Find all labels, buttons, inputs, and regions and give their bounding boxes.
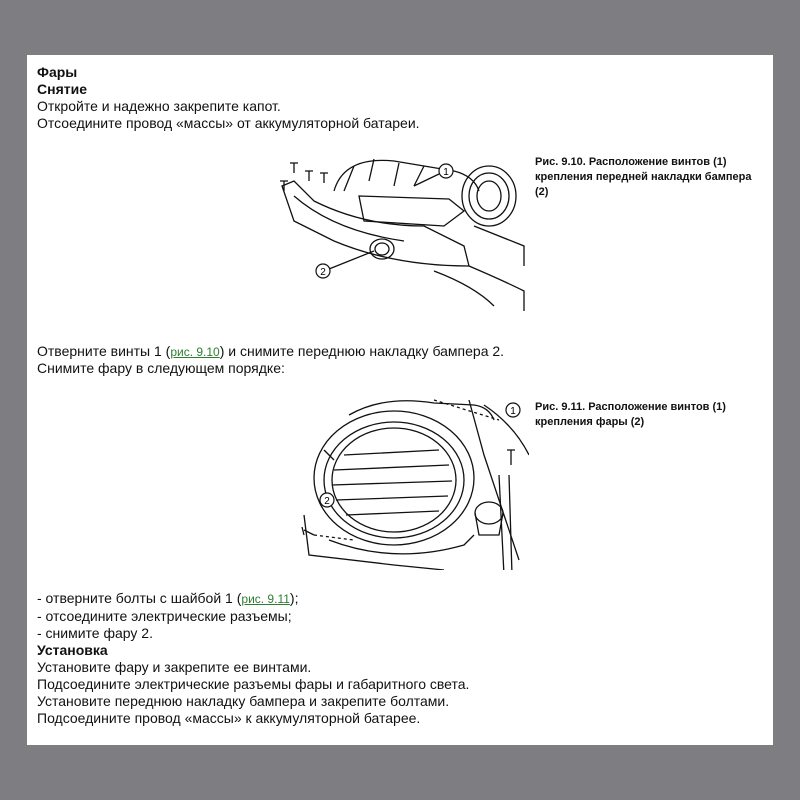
install-line-1: Установите фару и закрепите ее винтами. (37, 659, 312, 675)
figure-bumper-screws (274, 151, 529, 311)
figure-headlamp-screws (274, 395, 529, 570)
step-1: - отверните болты с шайбой 1 (рис. 9.11); (37, 590, 299, 606)
callout-2: 2 (324, 496, 330, 507)
figure-link-9-10[interactable]: рис. 9.10 (170, 345, 220, 359)
callout-2: 2 (320, 267, 326, 278)
bumper-drawing (274, 151, 529, 311)
section-heading-removal: Снятие (37, 81, 87, 97)
figure-caption-9-11: Рис. 9.11. Расположение винтов (1) крепления фары (2) (535, 401, 726, 428)
callout-1-marker (502, 399, 524, 421)
install-line-3: Установите переднюю накладку бампера и закрепите болтами. (37, 693, 450, 709)
install-line-2: Подсоедините электрические разъемы фары и габаритного света. (37, 676, 470, 692)
page-title: Фары (37, 64, 78, 80)
removal-line-1: Откройте и надежно закрепите капот. (37, 98, 281, 114)
removal-order-line: Снимите фару в следующем порядке: (37, 360, 285, 376)
install-line-4: Подсоедините провод «массы» к аккумуляторной батарее. (37, 710, 421, 726)
headlamp-drawing (274, 395, 529, 570)
paragraph-remove-screws: Отверните винты 1 (рис. 9.10) и снимите переднюю накладку бампера 2. (37, 343, 505, 359)
callout-1: 1 (443, 167, 449, 178)
step-2: - отсоедините электрические разъемы; (37, 608, 292, 624)
step-3: - снимите фару 2. (37, 625, 153, 641)
figure-link-9-11[interactable]: рис. 9.11 (241, 592, 290, 606)
callout-1: 1 (510, 406, 516, 417)
section-heading-install: Установка (37, 642, 108, 658)
figure-caption-9-10: Рис. 9.10. Расположение винтов (1) крепления передней накладки бампера (2) (535, 156, 752, 198)
removal-line-2: Отсоедините провод «массы» от аккумуляторной батареи. (37, 115, 420, 131)
document-page (27, 55, 773, 745)
